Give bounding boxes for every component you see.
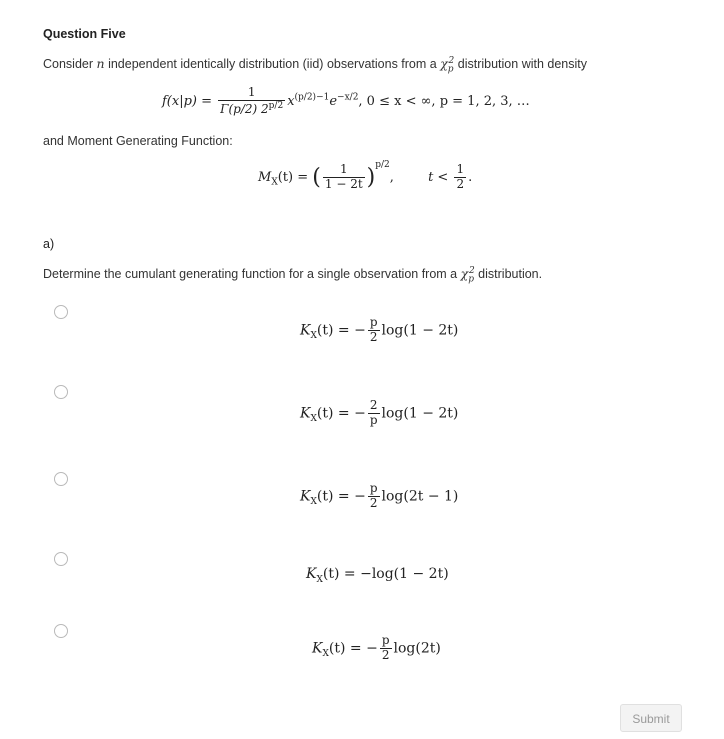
chi-symbol: $\chi_p^2$	[460, 266, 475, 285]
chi-symbol: $\chi_p^2$	[440, 56, 455, 75]
option-4-formula: $K_X(t) = -\log(1 - 2t)$	[306, 566, 449, 585]
option-3-radio[interactable]	[54, 472, 68, 486]
submit-button[interactable]: Submit	[620, 704, 682, 732]
part-label: a)	[43, 237, 55, 251]
option-2-formula: $K_X(t)$ = − $\frac{2}{p}$ log(1 − 2t)	[300, 398, 459, 427]
option-3-formula: $K_X(t)$ = − $\frac{p}{2}$ log(2t − 1)	[300, 481, 459, 510]
intro-prefix: Consider	[43, 57, 94, 72]
mgf-formula: $M_X(t)$ = ( $\frac{1}{1 - 2t}$ )$^{p/2}$, t < $\frac{1}{2}$ .	[258, 160, 473, 191]
question-intro	[43, 56, 587, 75]
question-title: Question Five	[43, 27, 126, 41]
intro-suffix: distribution with density	[457, 57, 587, 72]
option-4-radio[interactable]	[54, 552, 68, 566]
option-5-formula: $K_X(t)$ = − $\frac{p}{2}$ log(2t)	[312, 633, 441, 662]
mgf-label: and Moment Generating Function:	[43, 134, 233, 148]
option-2-radio[interactable]	[54, 385, 68, 399]
option-5-radio[interactable]	[54, 624, 68, 638]
part-prompt: Determine the cumulant generating function for a single observation from a $\chi_p^2$ distribution.	[43, 266, 543, 285]
intro-mid: independent identically distribution (iid) observations from a	[108, 57, 437, 72]
density-formula: f(x|p) = $\frac{1}{\Gamma(p/2) 2^{p/2}}$ $x^{(p/2)-1}e^{-x/2}$, 0 ≤ x < ∞, p = 1, 2, 3, …	[162, 85, 530, 116]
option-1-radio[interactable]	[54, 305, 68, 319]
intro-var: n	[96, 56, 105, 72]
option-1-formula: $K_X(t)$ = − $\frac{p}{2}$ log(1 − 2t)	[300, 315, 459, 344]
